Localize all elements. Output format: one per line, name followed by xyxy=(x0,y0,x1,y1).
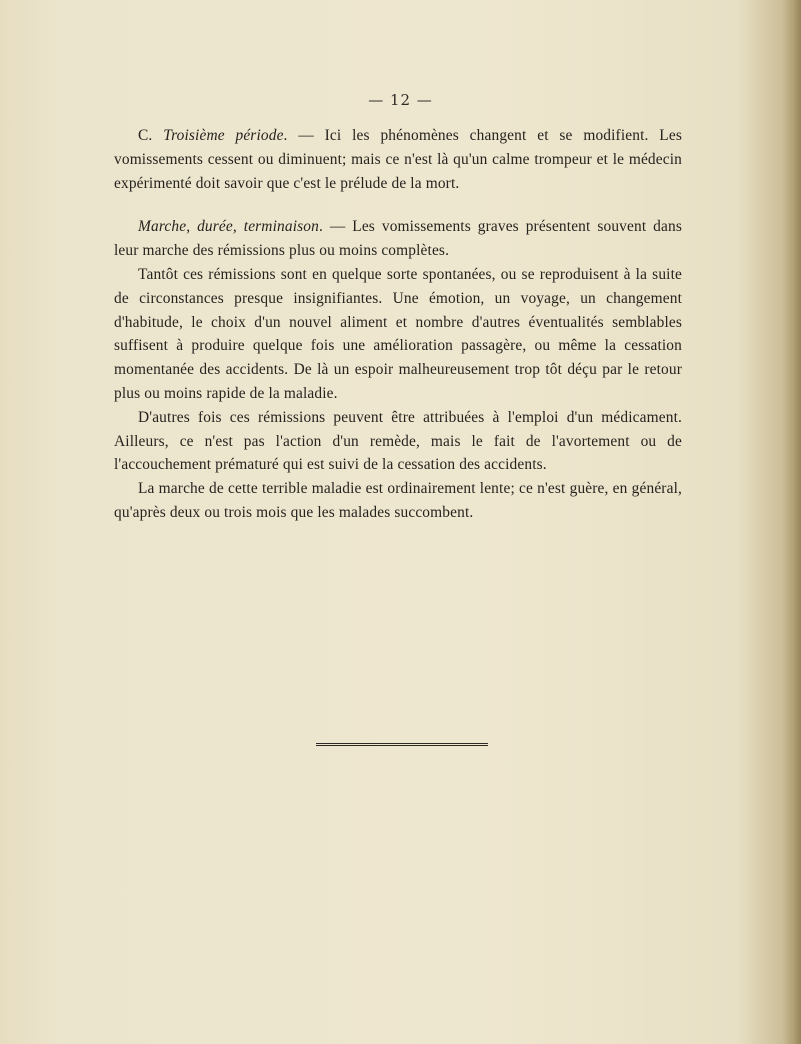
paragraph-text: . — Ici les phénomènes changent et se modifient. Les vomissements cessent ou diminuent; mais ce n'est là qu'un calme trompeur et le médecin expérimenté doit savoir que c'est le prélude de la mort. xyxy=(114,127,682,192)
paragraph-text: La marche de cette terrible maladie est ordinairement lente; ce n'est guère, en général, qu'après deux ou trois mois que les malades succombent. xyxy=(114,480,682,521)
paragraph-text: D'autres fois ces rémissions peuvent être attribuées à l'emploi d'un médicament. Ailleurs, ce n'est pas l'action d'un remède, mais le fait de l'avortement ou de l'accouchement prématuré qui est suivi de la cessation des accidents. xyxy=(114,408,682,474)
page-number: — 12 — xyxy=(368,91,433,109)
paragraph-autres-fois xyxy=(114,406,682,477)
paragraph-text: Tantôt ces rémissions sont en quelque sorte spontanées, ou se reproduisent à la suite de circonstances presque insignifiantes. Une émotion, un voyage, un changement d'habitude, le choix d'un nouvel aliment et nombre d'autres éventualités semblables suffisent à produire quelque fois une amélioration passagère, ou même la cessation momentanée des accidents. De là un espoir malheureusement trop tôt déçu par le retour plus ou moins rapide de la maladie. xyxy=(114,265,682,402)
body-text xyxy=(114,124,682,525)
section-letter: C. xyxy=(138,127,164,144)
paragraph-text: . — Les vomissements graves présentent souvent dans leur marche des rémissions plus ou moins complètes. xyxy=(114,218,682,260)
section-heading-troisieme-periode: Troisième période xyxy=(163,127,284,144)
section-end-rule xyxy=(316,743,488,746)
page-edge-shadow xyxy=(783,0,801,1044)
section-heading-marche: Marche, durée, terminaison xyxy=(138,218,319,236)
paragraph-troisieme-periode xyxy=(114,124,682,195)
paragraph-la-marche xyxy=(114,477,682,525)
paragraph-marche xyxy=(114,215,682,263)
paragraph-tantot xyxy=(114,263,682,406)
